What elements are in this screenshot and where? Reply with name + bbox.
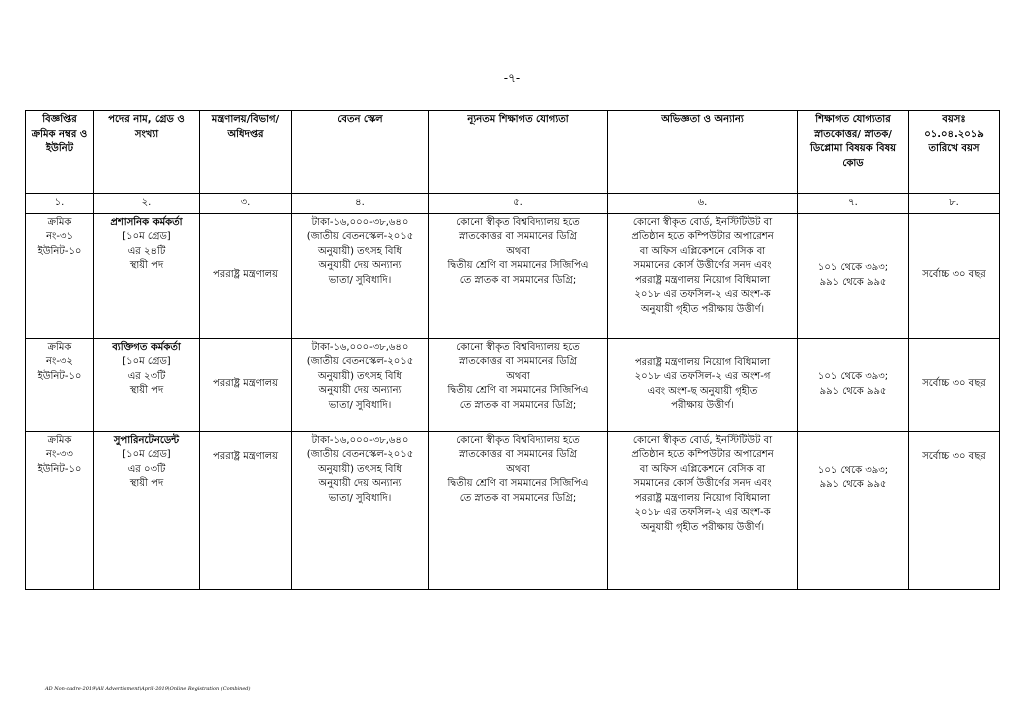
experience-line: কোনো স্বীকৃত বোর্ড, ইনস্টিটিউট বা — [632, 434, 773, 446]
header-experience: অভিজ্ঞতা ও অন্যান্য — [608, 111, 798, 194]
pay-line: অনুযায়ী দেয় অন্যান্য — [318, 478, 402, 489]
serial-line: নং-৩১ — [46, 231, 73, 242]
serial-line: ক্রমিক — [47, 216, 72, 228]
serial-line: ইউনিট-১০ — [37, 463, 82, 475]
post-cell — [94, 431, 200, 589]
post-detail: স্থায়ী পদ — [129, 385, 164, 396]
experience-line: অনুযায়ী গৃহীত পরীক্ষায় উত্তীর্ণ। — [640, 521, 765, 533]
experience-line: পররাষ্ট্র মন্ত্রণালয় নিয়োগ বিধিমালা — [634, 492, 771, 504]
serial-line: ক্রমিক — [47, 341, 72, 353]
page-number: -৭- — [503, 71, 521, 85]
post-cell — [94, 338, 200, 431]
experience-line: বা অফিস এপ্লিকেশনে বেসিক বা — [639, 245, 766, 257]
serial-cell — [26, 431, 94, 589]
post-detail: [১০ম গ্রেড] — [122, 356, 171, 367]
post-detail: [১০ম গ্রেড] — [122, 231, 171, 242]
education-line: তে স্নাতক বা সমমানের ডিগ্রি; — [459, 399, 577, 411]
pay-line: (জাতীয় বেতনস্কেল-২০১৫ — [306, 449, 414, 460]
ministry-cell — [200, 431, 292, 589]
ministry-cell: পররাষ্ট্র মন্ত্রণালয় — [200, 338, 292, 431]
subject-code-line: ৯৯১ থেকে ৯৯৫ — [819, 276, 887, 288]
education-line: অথবা — [506, 463, 530, 475]
subject-code-line: ১০১ থেকে ৩৯৩; — [817, 262, 889, 273]
education-line: তে স্নাতক বা সমমানের ডিগ্রি; — [459, 492, 577, 504]
education-line: কোনো স্বীকৃত বিশ্ববিদ্যালয় হতে — [456, 434, 580, 446]
subject-code-line: ৯৯১ থেকে ৯৯৫ — [819, 385, 887, 397]
post-detail: এর ২৪টি — [127, 245, 166, 257]
education-cell — [429, 213, 608, 338]
serial-cell — [26, 338, 94, 431]
experience-line: সমমানের কোর্স উত্তীর্ণের সনদ এবং — [633, 478, 772, 489]
header-ministry: মন্ত্রণালয়/বিভাগ/ অধিদপ্তর — [200, 111, 292, 194]
table-row — [26, 431, 1000, 589]
pay-line: ভাতা/ সুবিধাদি। — [328, 492, 392, 504]
pay-scale-cell — [292, 213, 429, 338]
post-detail: এর ২৩টি — [127, 370, 166, 382]
serial-cell — [26, 213, 94, 338]
column-number-row — [26, 194, 1000, 214]
header-subject-code: শিক্ষাগত যোগ্যতার স্নাতকোত্তর/ স্নাতক/ ডিপ্লোমা বিষয়ক বিষয় কোড — [798, 111, 909, 194]
experience-line: বা অফিস এপ্লিকেশনে বেসিক বা — [639, 463, 766, 475]
pay-line: অনুযায়ী দেয় অন্যান্য — [318, 260, 402, 271]
education-line: স্নাতকোত্তর বা সমমানের ডিগ্রি — [459, 356, 577, 367]
experience-line: কোনো স্বীকৃত বোর্ড, ইনস্টিটিউট বা — [632, 216, 773, 228]
subject-code-cell — [798, 338, 909, 431]
experience-line: পররাষ্ট্র মন্ত্রণালয় নিয়োগ বিধিমালা — [634, 356, 771, 368]
subject-code-line: ৯৯১ থেকে ৯৯৫ — [819, 479, 887, 490]
pay-line: অনুযায়ী) তৎসহ বিধি — [318, 370, 402, 382]
subject-code-cell — [798, 213, 909, 338]
pay-line: অনুযায়ী) তৎসহ বিধি — [318, 245, 402, 257]
post-name: সুপারিনটেনডেন্ট — [113, 434, 180, 446]
education-line: দ্বিতীয় শ্রেণি বা সমমানের সিজিপিএ — [447, 260, 589, 271]
pay-line: টাকা-১৬,০০০-৩৮,৬৪০ — [311, 341, 409, 353]
post-detail: [১০ম গ্রেড] — [122, 449, 171, 460]
age-line: সর্বোচ্চ ৩০ বছর — [922, 450, 986, 462]
post-detail: এর ০৩টি — [127, 463, 166, 475]
education-line: দ্বিতীয় শ্রেণি বা সমমানের সিজিপিএ — [447, 478, 589, 489]
column-number: ৭. — [798, 194, 909, 214]
education-line: স্নাতকোত্তর বা সমমানের ডিগ্রি — [459, 231, 577, 242]
serial-line: নং-৩৩ — [46, 449, 73, 460]
education-line: স্নাতকোত্তর বা সমমানের ডিগ্রি — [459, 449, 577, 460]
column-number: ৮. — [909, 194, 1000, 214]
header-serial: বিজ্ঞপ্তির ক্রমিক নম্বর ও ইউনিট — [26, 111, 94, 194]
pay-scale-cell — [292, 338, 429, 431]
experience-line: ২০১৮ এর তফসিল-২ এর অংশ-ক — [634, 507, 771, 518]
pay-line: (জাতীয় বেতনস্কেল-২০১৫ — [306, 231, 414, 242]
subject-code-cell — [798, 431, 909, 589]
experience-line: প্রতিষ্ঠান হতে কম্পিউটার অপারেশন — [631, 231, 774, 242]
experience-line: পররাষ্ট্র মন্ত্রণালয় নিয়োগ বিধিমালা — [634, 274, 771, 286]
experience-line: ২০১৮ এর তফসিল-২ এর অংশ-গ — [634, 371, 771, 382]
recruitment-table — [25, 110, 1000, 590]
pay-line: টাকা-১৬,০০০-৩৮,৬৪০ — [311, 216, 409, 228]
column-number: ২. — [94, 194, 200, 214]
experience-line: এবং অংশ-ছ অনুযায়ী গৃহীত — [647, 385, 758, 397]
education-line: দ্বিতীয় শ্রেণি বা সমমানের সিজিপিএ — [447, 385, 589, 396]
header-pay-scale: বেতন স্কেল — [292, 111, 429, 194]
footer-path: AD Non-cadre-2019\All Advertisment\April-2019\Online Registration (Combined) — [45, 686, 251, 692]
column-number: ৩. — [200, 194, 292, 214]
pay-line: অনুযায়ী) তৎসহ বিধি — [318, 463, 402, 475]
column-number: ৫. — [429, 194, 608, 214]
post-name: প্রশাসনিক কর্মকর্তা — [110, 216, 183, 228]
pay-line: অনুযায়ী দেয় অন্যান্য — [318, 385, 402, 396]
header-education: ন্যূনতম শিক্ষাগত যোগ্যতা — [429, 111, 608, 194]
experience-line: প্রতিষ্ঠান হতে কম্পিউটার অপারেশন — [631, 449, 774, 460]
experience-cell — [608, 213, 798, 338]
education-cell — [429, 431, 608, 589]
education-line: অথবা — [506, 370, 530, 382]
pay-line: ভাতা/ সুবিধাদি। — [328, 274, 392, 286]
experience-line: অনুযায়ী গৃহীত পরীক্ষায় উত্তীর্ণ। — [640, 303, 765, 315]
header-row — [26, 111, 1000, 194]
experience-line: পরীক্ষায় উত্তীর্ণ। — [671, 400, 734, 411]
serial-line: ইউনিট-১০ — [37, 245, 82, 257]
education-line: কোনো স্বীকৃত বিশ্ববিদ্যালয় হতে — [456, 216, 580, 228]
ministry-line: পররাষ্ট্র মন্ত্রণালয় — [212, 450, 279, 462]
header-age: বয়সঃ ০১.০৪.২০১৯ তারিখে বয়স — [909, 111, 1000, 194]
education-line: কোনো স্বীকৃত বিশ্ববিদ্যালয় হতে — [456, 341, 580, 353]
age-cell: সর্বোচ্চ ৩০ বছর — [909, 338, 1000, 431]
experience-cell — [608, 338, 798, 431]
pay-line: ভাতা/ সুবিধাদি। — [328, 399, 392, 411]
education-line: তে স্নাতক বা সমমানের ডিগ্রি; — [459, 274, 577, 286]
pay-line: টাকা-১৬,০০০-৩৮,৬৪০ — [311, 434, 409, 446]
subject-code-line: ১০১ থেকে ৩৯৩; — [817, 464, 889, 476]
pay-scale-cell — [292, 431, 429, 589]
post-detail: স্থায়ী পদ — [129, 260, 164, 271]
serial-line: ক্রমিক — [47, 434, 72, 446]
table-row — [26, 338, 1000, 431]
post-name: ব্যক্তিগত কর্মকর্তা — [112, 341, 181, 353]
experience-line: সমমানের কোর্স উত্তীর্ণের সনদ এবং — [633, 260, 772, 271]
experience-cell — [608, 431, 798, 589]
table-row — [26, 213, 1000, 338]
education-cell — [429, 338, 608, 431]
serial-line: নং-৩২ — [46, 356, 73, 367]
header-post: পদের নাম, গ্রেড ও সংখ্যা — [94, 111, 200, 194]
ministry-cell: পররাষ্ট্র মন্ত্রণালয় — [200, 213, 292, 338]
age-cell: সর্বোচ্চ ৩০ বছর — [909, 213, 1000, 338]
serial-line: ইউনিট-১০ — [37, 370, 82, 382]
post-detail: স্থায়ী পদ — [129, 478, 164, 489]
experience-line: ২০১৮ এর তফসিল-২ এর অংশ-ক — [634, 289, 771, 300]
pay-line: (জাতীয় বেতনস্কেল-২০১৫ — [306, 356, 414, 367]
post-cell — [94, 213, 200, 338]
education-line: অথবা — [506, 245, 530, 257]
subject-code-line: ১০১ থেকে ৩৯৩; — [817, 371, 889, 382]
column-number: ১. — [26, 194, 94, 214]
age-cell — [909, 431, 1000, 589]
column-number: ৪. — [292, 194, 429, 214]
column-number: ৬. — [608, 194, 798, 214]
